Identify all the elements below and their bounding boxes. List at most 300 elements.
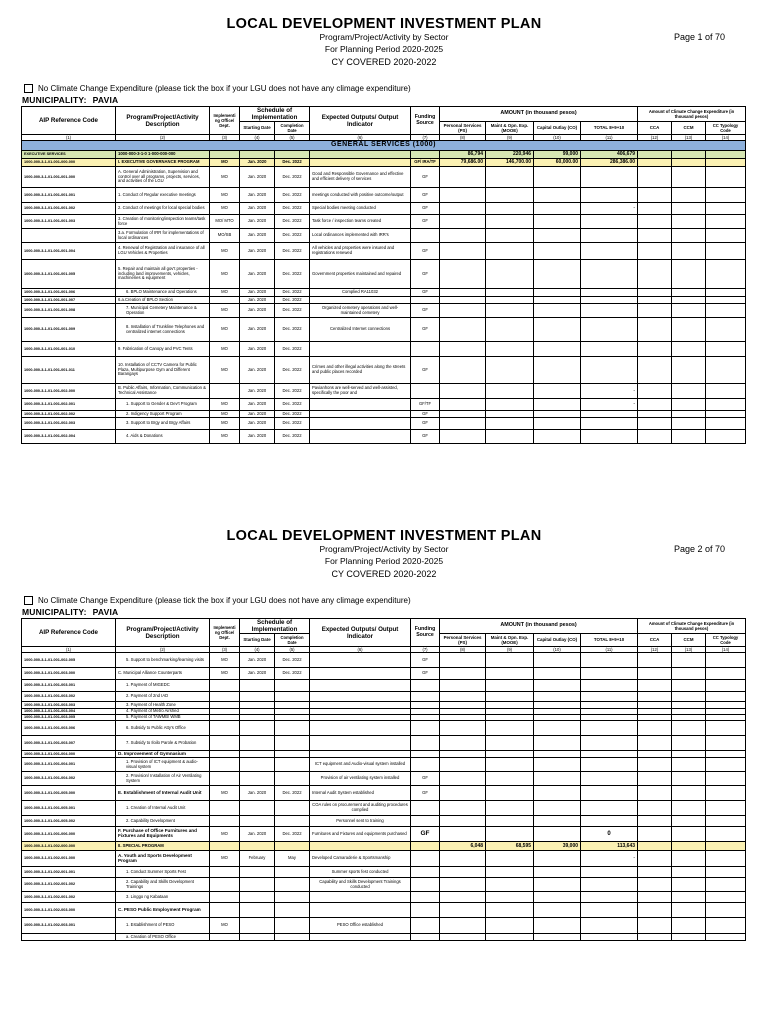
subtitle-planning-period: For Planning Period 2020-2025 — [324, 44, 444, 54]
cell-output — [310, 903, 411, 918]
cell-ccm — [672, 342, 706, 357]
cell-funding — [411, 297, 440, 304]
cell-aip-code: 1000-000-3-1-01-001-001-010 — [22, 342, 116, 357]
cell-ps — [440, 289, 486, 297]
cell-office: MO — [210, 289, 240, 297]
cell-cca — [638, 702, 672, 709]
cell-start-date: Jan. 2020 — [240, 304, 275, 318]
cell-start-date — [240, 816, 275, 827]
cell-description: 3. Linggo ng Kabataan — [116, 892, 210, 903]
cell-office — [210, 878, 240, 892]
cell-mooe — [486, 801, 534, 816]
cell-mooe — [486, 229, 534, 243]
cell-mooe — [486, 318, 534, 342]
cell-total: - — [581, 851, 638, 867]
cell-ccm — [672, 680, 706, 692]
cell-description: 1. Support to Gender & Dev't Program — [116, 399, 210, 411]
cell-co — [534, 786, 581, 801]
cell-cca — [638, 827, 672, 842]
cell-typology — [706, 229, 746, 243]
cell-ccm — [672, 215, 706, 229]
column-number: (7) — [411, 135, 440, 141]
cell-end-date — [275, 680, 310, 692]
cell-ps — [440, 304, 486, 318]
cell-funding — [411, 342, 440, 357]
cell-co — [534, 758, 581, 772]
subtitle-sector: Program/Project/Activity by Sector — [319, 544, 449, 554]
column-number: (9) — [486, 647, 534, 653]
col-completion-date: Completion Date — [275, 634, 310, 647]
col-funding-source: Funding Source — [411, 107, 440, 135]
cell-cca — [638, 188, 672, 203]
table-row — [22, 721, 746, 736]
cell-output — [310, 297, 411, 304]
cell-office — [210, 702, 240, 709]
cell-cca — [638, 411, 672, 418]
cell-funding: GF — [411, 289, 440, 297]
col-completion-date: Completion Date — [275, 122, 310, 135]
cell-office: MO — [210, 430, 240, 444]
cell-ccm — [672, 260, 706, 289]
cell-mooe — [486, 692, 534, 702]
climate-change-note — [24, 84, 411, 93]
cell-ccm — [672, 702, 706, 709]
cell-end-date — [275, 816, 310, 827]
table-row — [22, 772, 746, 786]
cell-ps — [440, 758, 486, 772]
table-row — [22, 851, 746, 867]
cell-output: Task force / inspection teams created — [310, 215, 411, 229]
cell-end-date — [275, 842, 310, 851]
cell-description: 9. Fabrication of Canopy and PVC Tents — [116, 342, 210, 357]
cell-co — [534, 892, 581, 903]
cell-typology — [706, 702, 746, 709]
cell-total — [581, 167, 638, 188]
cell-total — [581, 411, 638, 418]
cell-office — [210, 721, 240, 736]
column-number: (12) — [638, 135, 672, 141]
cell-description: 1. Payment of MIGEDC — [116, 680, 210, 692]
cell-description: 5. Payment of TAWMB/ WMB — [116, 715, 210, 721]
cell-mooe — [486, 721, 534, 736]
cell-funding — [411, 903, 440, 918]
cell-cca — [638, 430, 672, 444]
column-number: (8) — [440, 135, 486, 141]
cell-total — [581, 786, 638, 801]
cell-cca — [638, 243, 672, 260]
cell-description: A. General Administration, Supervision and control over all programs, projects, services, and activities of the LGU — [116, 167, 210, 188]
cell-cca — [638, 918, 672, 934]
cell-ccm — [672, 159, 706, 167]
cell-cca — [638, 318, 672, 342]
table-row — [22, 867, 746, 878]
col-mooe: Maint & Opn. Exp.(MOOE) — [486, 122, 534, 135]
cell-ps — [440, 215, 486, 229]
cell-funding: GF/TF — [411, 399, 440, 411]
col-ps: Personal Services (PS) — [440, 634, 486, 647]
cell-typology — [706, 736, 746, 751]
cell-output: Complied RA11032 — [310, 289, 411, 297]
cell-output — [310, 721, 411, 736]
cell-typology — [706, 668, 746, 680]
cell-co — [534, 736, 581, 751]
cell-ps — [440, 736, 486, 751]
cell-output: Capability and Skills Development Trainings conducted — [310, 878, 411, 892]
cell-ccm — [672, 188, 706, 203]
cell-mooe — [486, 934, 534, 941]
cell-output: Personnel sent to training — [310, 816, 411, 827]
cell-mooe — [486, 243, 534, 260]
cell-cca — [638, 892, 672, 903]
cell-ccm — [672, 878, 706, 892]
cell-end-date — [275, 751, 310, 758]
cell-office — [210, 151, 240, 159]
cell-co — [534, 384, 581, 399]
cell-ccm — [672, 304, 706, 318]
cell-co — [534, 289, 581, 297]
cell-total — [581, 680, 638, 692]
cell-mooe — [486, 384, 534, 399]
cell-co — [534, 418, 581, 430]
cell-funding — [411, 702, 440, 709]
cell-typology — [706, 357, 746, 384]
cell-office — [210, 801, 240, 816]
page-title: LOCAL DEVELOPMENT INVESTMENT PLAN — [226, 528, 542, 544]
cell-funding — [411, 851, 440, 867]
cell-mooe — [486, 430, 534, 444]
cell-ccm — [672, 668, 706, 680]
cell-description: D. Improvement of Gymnasium — [116, 751, 210, 758]
cell-mooe: 68,595 — [486, 842, 534, 851]
cell-total — [581, 721, 638, 736]
cell-cca — [638, 203, 672, 215]
col-mooe: Maint & Opn. Exp.(MOOE) — [486, 634, 534, 647]
cell-co — [534, 867, 581, 878]
climate-checkbox[interactable] — [24, 84, 33, 93]
cell-total — [581, 243, 638, 260]
cell-end-date: Dec. 2022 — [275, 289, 310, 297]
cell-start-date: Jan. 2020 — [240, 827, 275, 842]
cell-end-date — [275, 801, 310, 816]
cell-co — [534, 318, 581, 342]
cell-mooe — [486, 411, 534, 418]
cell-aip-code: 1000-000-3-1-01-001-001-006 — [22, 289, 116, 297]
cell-end-date: Dec. 2022 — [275, 260, 310, 289]
cell-office — [210, 892, 240, 903]
cell-funding: GF — [411, 318, 440, 342]
table-row — [22, 159, 746, 167]
cell-cca — [638, 842, 672, 851]
cell-funding: GF — [411, 668, 440, 680]
cell-total — [581, 357, 638, 384]
cell-start-date: Jan. 2020 — [240, 188, 275, 203]
cell-total — [581, 934, 638, 941]
cell-aip-code: 1000-000-3-1-01-001-004-002 — [22, 772, 116, 786]
cell-end-date: Dec. 2022 — [275, 827, 310, 842]
cell-description: 1. Provision of ICT equipment & audio-visual system — [116, 758, 210, 772]
cell-aip-code: 1000-000-3-1-01-002-001-002 — [22, 892, 116, 903]
cell-typology — [706, 801, 746, 816]
table-row — [22, 411, 746, 418]
cell-mooe — [486, 772, 534, 786]
cell-output: Developed Camaraderie & Sportsmanship — [310, 851, 411, 867]
cell-ps — [440, 167, 486, 188]
cell-co — [534, 903, 581, 918]
cell-funding — [411, 692, 440, 702]
cell-end-date — [275, 721, 310, 736]
cell-typology — [706, 653, 746, 668]
cell-output: PESO Office established — [310, 918, 411, 934]
cell-end-date: Dec. 2022 — [275, 167, 310, 188]
cell-aip-code: 1000-000-3-1-01-001-003-000 — [22, 668, 116, 680]
cell-mooe — [486, 297, 534, 304]
col-starting-date: Starting Date — [240, 122, 275, 135]
cell-office — [210, 297, 240, 304]
cell-aip-code: 1000-000-3-1-01-001-003-006 — [22, 721, 116, 736]
cell-office: MO — [210, 851, 240, 867]
cell-start-date: Jan. 2020 — [240, 229, 275, 243]
table-row — [22, 203, 746, 215]
cell-description: 3. Payment of Health Zone — [116, 702, 210, 709]
cell-ps — [440, 903, 486, 918]
cell-ccm — [672, 384, 706, 399]
cell-mooe — [486, 399, 534, 411]
cell-end-date: Dec. 2022 — [275, 786, 310, 801]
cell-funding — [411, 229, 440, 243]
cell-mooe — [486, 167, 534, 188]
municipality-line — [22, 607, 118, 617]
cell-cca — [638, 934, 672, 941]
cell-mooe — [486, 903, 534, 918]
cell-cca — [638, 751, 672, 758]
cell-co — [534, 878, 581, 892]
cell-funding — [411, 867, 440, 878]
cell-start-date: Jan. 2020 — [240, 384, 275, 399]
cell-start-date — [240, 151, 275, 159]
municipality-label: MUNICIPALITY: — [22, 607, 87, 617]
cell-ps — [440, 399, 486, 411]
cell-ps — [440, 260, 486, 289]
cell-end-date: Dec. 2022 — [275, 418, 310, 430]
climate-checkbox[interactable] — [24, 596, 33, 605]
cell-description: A. Youth and Sports Development Program — [116, 851, 210, 867]
cell-ccm — [672, 892, 706, 903]
cell-start-date — [240, 736, 275, 751]
cell-output: Local ordinances implemented with IRR's — [310, 229, 411, 243]
table-row — [22, 801, 746, 816]
column-number: (14) — [706, 647, 746, 653]
column-number: (6) — [310, 135, 411, 141]
cell-start-date — [240, 801, 275, 816]
cell-output — [310, 892, 411, 903]
cell-funding — [411, 736, 440, 751]
cell-co: 60,000.00 — [534, 159, 581, 167]
cell-typology — [706, 318, 746, 342]
cell-ps — [440, 692, 486, 702]
cell-description: 4. Aids & Donations — [116, 430, 210, 444]
cell-office: MO — [210, 203, 240, 215]
cell-office — [210, 758, 240, 772]
column-number: (3) — [210, 135, 240, 141]
cell-aip-code: 1000-000-3-1-01-002-001-001 — [22, 867, 116, 878]
cell-funding — [411, 816, 440, 827]
cell-ps — [440, 318, 486, 342]
cell-end-date — [275, 772, 310, 786]
cell-end-date: Dec. 2022 — [275, 357, 310, 384]
column-number: (5) — [275, 135, 310, 141]
cell-typology — [706, 692, 746, 702]
cell-funding: GF — [411, 243, 440, 260]
table-row — [22, 786, 746, 801]
cell-start-date: Jan. 2020 — [240, 297, 275, 304]
cell-description: 2. Conduct of meetings for local special bodies — [116, 203, 210, 215]
cell-typology — [706, 786, 746, 801]
cell-ccm — [672, 167, 706, 188]
cell-co — [534, 721, 581, 736]
cell-description: C. Municipal Alliance Counterparts — [116, 668, 210, 680]
cell-typology — [706, 751, 746, 758]
col-starting-date: Starting Date — [240, 634, 275, 647]
table-row — [22, 827, 746, 842]
cell-typology — [706, 384, 746, 399]
cell-total — [581, 418, 638, 430]
cell-total — [581, 188, 638, 203]
cell-start-date: Jan. 2020 — [240, 668, 275, 680]
cell-start-date: Jan. 2020 — [240, 653, 275, 668]
cell-total — [581, 892, 638, 903]
table-row — [22, 430, 746, 444]
cell-mooe — [486, 851, 534, 867]
cell-aip-code: 1000-000-3-1-01-002-000-000 — [22, 842, 116, 851]
cell-ps — [440, 702, 486, 709]
cell-mooe — [486, 418, 534, 430]
cell-aip-code: 1000-000-3-1-01-001-005-000 — [22, 786, 116, 801]
municipality-label: MUNICIPALITY: — [22, 95, 87, 105]
section-header-row — [22, 141, 746, 151]
cell-aip-code — [22, 934, 116, 941]
cell-output: Provision of air ventilating system installed — [310, 772, 411, 786]
cell-aip-code: 1000-000-3-1-01-002-003-001 — [22, 918, 116, 934]
col-aip-code: AIP Reference Code — [22, 107, 116, 135]
cell-ps — [440, 188, 486, 203]
cell-end-date: Dec. 2022 — [275, 215, 310, 229]
cell-funding — [411, 680, 440, 692]
cell-typology — [706, 342, 746, 357]
cell-description: 7. Municipal Cemetery Maintenance & Operation — [116, 304, 210, 318]
cell-funding: GF — [411, 188, 440, 203]
cell-ccm — [672, 229, 706, 243]
cell-description: 1. Conduct Summer Sports Fest — [116, 867, 210, 878]
cell-ccm — [672, 851, 706, 867]
cell-output — [310, 751, 411, 758]
cell-total — [581, 878, 638, 892]
cell-funding — [411, 721, 440, 736]
table-row — [22, 243, 746, 260]
cell-funding: GF — [411, 203, 440, 215]
cell-description: B. Public Affairs, Information, Communication & Technical Assistance — [116, 384, 210, 399]
cell-funding — [411, 801, 440, 816]
cell-start-date — [240, 751, 275, 758]
cell-end-date: Dec. 2022 — [275, 653, 310, 668]
col-typology: CC Typology Code — [706, 122, 746, 135]
table-row — [22, 842, 746, 851]
cell-office — [210, 842, 240, 851]
cell-output — [310, 430, 411, 444]
investment-table — [21, 106, 746, 444]
subtitle-cy-covered: CY COVERED 2020-2022 — [331, 569, 437, 579]
cell-mooe: 220,946 — [486, 151, 534, 159]
cell-description: 2. Payment of 2nd IAD — [116, 692, 210, 702]
cell-start-date: Jan. 2020 — [240, 418, 275, 430]
cell-start-date — [240, 758, 275, 772]
cell-ccm — [672, 867, 706, 878]
cell-description: C. PESO Public Employment Program — [116, 903, 210, 918]
cell-cca — [638, 159, 672, 167]
cell-mooe — [486, 751, 534, 758]
cell-ps — [440, 827, 486, 842]
cell-cca — [638, 736, 672, 751]
cell-cca — [638, 399, 672, 411]
col-schedule: Schedule of Implementation — [240, 107, 310, 122]
cell-output: ICT equipment and Audio-visual system installed — [310, 758, 411, 772]
cell-start-date — [240, 918, 275, 934]
col-expected-outputs: Expected Outputs/ Output Indicator — [310, 619, 411, 647]
column-number: (4) — [240, 135, 275, 141]
cell-ps — [440, 430, 486, 444]
cell-office: MO — [210, 318, 240, 342]
cell-aip-code — [22, 229, 116, 243]
cell-description: II. SPECIAL PROGRAM — [116, 842, 210, 851]
cell-output — [310, 668, 411, 680]
col-co: Capital Outlay (CO) — [534, 122, 581, 135]
cell-total — [581, 342, 638, 357]
cell-output: Crimes and other illegal activities along the streets and public places recorded — [310, 357, 411, 384]
cell-aip-code: 1000-000-3-1-01-001-001-002 — [22, 203, 116, 215]
cell-ps — [440, 772, 486, 786]
cell-office — [210, 680, 240, 692]
cell-cca — [638, 878, 672, 892]
cell-cca — [638, 668, 672, 680]
cell-funding — [411, 151, 440, 159]
cell-office — [210, 736, 240, 751]
cell-co — [534, 342, 581, 357]
cell-office — [210, 384, 240, 399]
cell-start-date — [240, 721, 275, 736]
municipality-value: PAVIA — [92, 607, 119, 617]
cell-co — [534, 692, 581, 702]
cell-start-date: Jan. 2020 — [240, 430, 275, 444]
cell-ccm — [672, 772, 706, 786]
cell-end-date: Dec. 2022 — [275, 159, 310, 167]
cell-cca — [638, 653, 672, 668]
column-number: (1) — [22, 135, 116, 141]
cell-mooe — [486, 680, 534, 692]
cell-typology — [706, 892, 746, 903]
cell-aip-code: 1000-000-3-1-01-001-004-001 — [22, 758, 116, 772]
column-number: (2) — [116, 135, 210, 141]
subtitle-sector: Program/Project/Activity by Sector — [319, 32, 449, 42]
cell-funding — [411, 934, 440, 941]
cell-funding — [411, 384, 440, 399]
cell-office — [210, 751, 240, 758]
cell-start-date: Jan. 2020 — [240, 399, 275, 411]
table-row — [22, 304, 746, 318]
cell-total: 0 — [581, 827, 638, 842]
cell-ps: 79,686.00 — [440, 159, 486, 167]
cell-total — [581, 215, 638, 229]
table-row — [22, 260, 746, 289]
cell-description: 1000-000-3-1-0 1-000-000-000 — [116, 151, 210, 159]
